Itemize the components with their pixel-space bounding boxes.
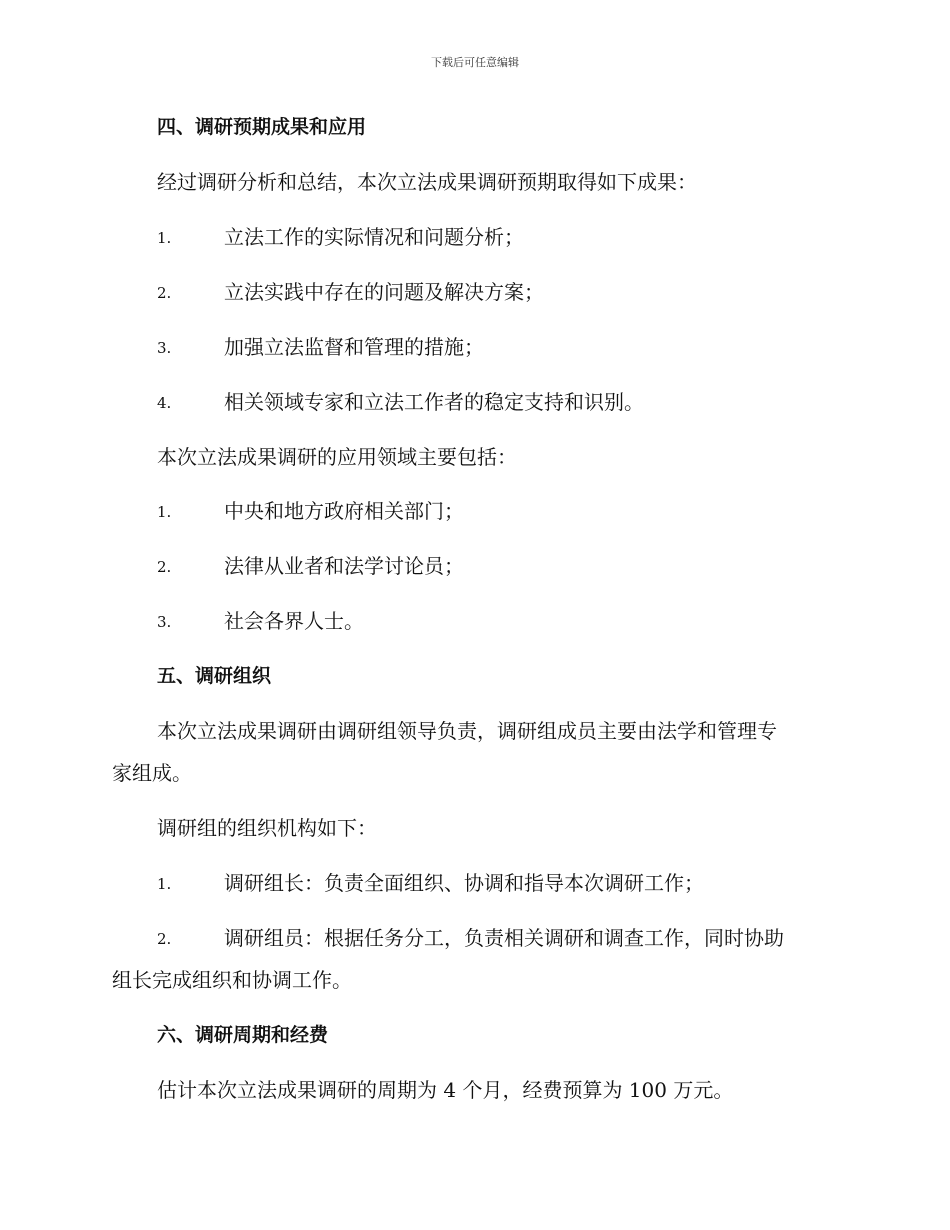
section-heading-6-text: 六、调研周期和经费 xyxy=(157,1024,329,1046)
section-heading-4-text: 四、调研预期成果和应用 xyxy=(157,116,367,138)
list-item-text: 中央和地方政府相关部门； xyxy=(224,499,464,523)
list-item-text: 社会各界人士。 xyxy=(224,609,364,633)
list-item-text: 调研组员：根据任务分工，负责相关调研和调查工作，同时协助 xyxy=(224,926,784,950)
paragraph-text: 本次立法成果调研由调研组领导负责，调研组成员主要由法学和管理专 xyxy=(157,719,777,743)
list-item-text: 调研组长：负责全面组织、协调和指导本次调研工作； xyxy=(224,871,704,895)
list-number: 4. xyxy=(157,394,172,412)
list-number: 3. xyxy=(157,613,172,631)
list-item-text: 立法实践中存在的问题及解决方案； xyxy=(224,280,544,304)
list-item-text: 相关领域专家和立法工作者的稳定支持和识别。 xyxy=(224,390,644,414)
paragraph-text: 本次立法成果调研的应用领域主要包括： xyxy=(157,445,517,469)
paragraph-text: 估计本次立法成果调研的周期为 4 个月，经费预算为 100 万元。 xyxy=(157,1078,734,1102)
list-number: 3. xyxy=(157,339,172,357)
list-number: 1. xyxy=(157,229,172,247)
list-number: 2. xyxy=(157,558,172,576)
paragraph-text: 家组成。 xyxy=(112,761,192,785)
list-number: 1. xyxy=(157,875,172,893)
list-number: 2. xyxy=(157,930,172,948)
list-number: 1. xyxy=(157,503,172,521)
list-item-text: 法律从业者和法学讨论员； xyxy=(224,554,464,578)
list-item-text: 加强立法监督和管理的措施； xyxy=(224,335,484,359)
list-item-text: 立法工作的实际情况和问题分析； xyxy=(224,225,524,249)
section-heading-5-text: 五、调研组织 xyxy=(157,665,272,687)
list-number: 2. xyxy=(157,284,172,302)
list-item-text: 组长完成组织和协调工作。 xyxy=(112,968,352,992)
page-header: 下载后可任意编辑 xyxy=(431,56,519,69)
paragraph-text: 经过调研分析和总结，本次立法成果调研预期取得如下成果： xyxy=(157,170,697,194)
paragraph-text: 调研组的组织机构如下： xyxy=(157,816,377,840)
